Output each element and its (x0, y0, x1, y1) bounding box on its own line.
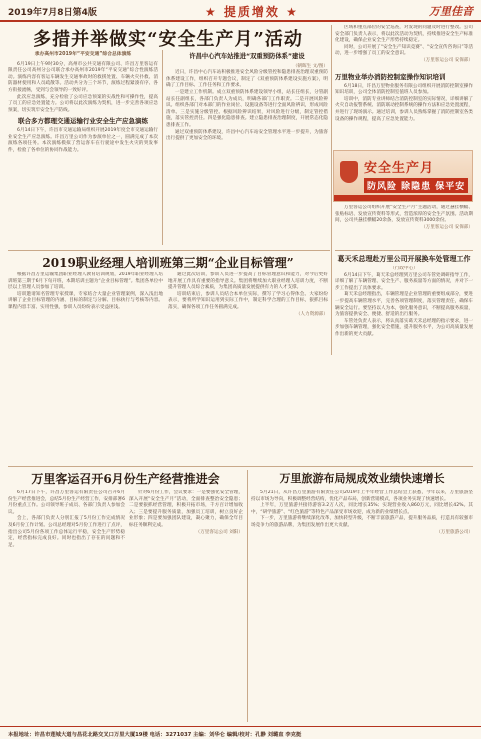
top-article-body-left (8, 50, 158, 250)
section-title: ★ 提质增效 ★ (205, 5, 299, 19)
issue-date: 2019年7月8日第4版 (8, 8, 97, 18)
paragraph: 一是建立工作机制。成立双重预防体系建设领导小组，站长任组长，分管副站长任副组长，各部门负责人为成员，明确各部门工作职责。二是开展风险辨识。组织各部门对本部门的作业岗位、设施设备等进行全面风险辨识，形成风险清单。三是实施分级管控。根据风险辨识结果，对风险进行分级，制定管控措施，落实管控责任。四是强化隐患排查。建立隐患排查治理制度，开展常态化隐患排查工作。 (166, 89, 328, 128)
paragraph: 通过双重预防体系建设，许昌中心汽车站安全管理水平进一步提升，为旅客出行提供了更加安全的环境。 (166, 129, 328, 142)
paragraph: 6月19日上午9时30分，高州市公共交通有限公司、许昌万里客运有限责任公司高州分公司联合承办高州市2019年“平安交通”综合性演练活动。演练内容有客运车辆发生交通事故时的救援处置、车辆火灾扑救、消防器材使用和人员疏散等。活动共分为三个环节，演练过程紧凑有序、各方衔接流畅，受到与会领导的一致好评。 (8, 61, 158, 93)
tourism-byline: （万里旅游公司） (436, 529, 473, 535)
paragraph: 区域和重点部位的安全巡查，对发现的问题及时进行整改。公司安全部门负责人表示，将以此次活动为契机，持续推进安全生产标准化建设，确保企业安全生产形势持续稳定。 (335, 25, 473, 44)
top-article-byline: 承办高州市2019年“平安交通”综合总体演练 (34, 52, 132, 57)
safety-month-poster (333, 150, 473, 202)
paragraph: 培训中，消防专业讲师结合消防控制室的实际情况，详细讲解了火灾自动报警系统、消防联动控制系统的操作方法和应急处置流程，并进行了现场演示。通过培训，参训人员熟练掌握了消防控制室各类设备的操作规程，提高了应急处置能力。 (335, 96, 473, 122)
column-divider (247, 470, 248, 722)
paragraph: 6月14日下午，葛天禾总经理到万里公司车管处调研指导工作，详细了解了车辆管理、安全生产、服务质量等方面的情况，并对下一步工作提出了具体要求。 (335, 272, 473, 291)
tourism-article-body (251, 490, 473, 722)
paragraph: 6月17日下午，许昌万里客运有限责任公司召开6月份生产经营推进会，总结5月份生产经营工作，安排部署6月份重点工作。公司领导班子成员、各部门负责人参加会议。 (8, 490, 125, 515)
page-footer (0, 726, 481, 739)
training-article-body-left (8, 272, 163, 462)
top-article-title-wrap (8, 25, 328, 47)
section-divider (8, 466, 473, 467)
shield-icon (340, 161, 358, 183)
column-divider (331, 25, 332, 355)
training-article-title: 2019职业经理人培训班第三期“企业目标管理” (42, 256, 294, 270)
paragraph: 6月18日，许昌万里物业服务有限公司组织开展消防控制室操作知识培训，公司全体消防控制室值班人员参加。 (335, 83, 473, 96)
paragraph: 同时，公司开展了“安全生产知识竞赛”、“安全宣传咨询日”等活动，进一步增强了员工的安全意识。 (335, 44, 473, 57)
fire-training-title: 万里物业举办消防控制室操作知识培训 (335, 73, 446, 81)
right-low-byline: （万里客运公司 安保部） (421, 224, 473, 230)
paragraph: 6月14日下午，许昌市交通运输局组织开展2019年度全市交通运输行业安全生产应急演练。许昌万里公司作为参演单位之一，圆满完成了本次演练各项任务。本次演练模拟了营运客车在行驶途中发生火灾的突发事件，检验了各单位的协同作战能力。 (8, 127, 158, 153)
meeting-article-body-left (8, 490, 125, 722)
masthead-logo: 万里佳音 (429, 5, 473, 18)
paragraph: 下一步，万里旅游将继续深化改革，加快转型升级，不断丰富旅游产品，提升服务品质，打造具有较强市场竞争力的旅游品牌，为集团发展作出更大贡献。 (251, 516, 473, 528)
section-divider (335, 250, 473, 251)
meeting-article-title: 万里客运召开6月份生产经营推进会 (31, 472, 220, 486)
poster-main-text: 安全生产月 (364, 161, 435, 176)
poster-slogan: 防风险 除隐患 保平安 (364, 178, 468, 193)
tourism-article-title: 万里旅游布局规成效业绩快速增长 (279, 472, 445, 485)
right-top-article (335, 25, 473, 67)
fire-training-article (335, 70, 473, 148)
footer-imprint: 本报地址：许昌市莲城大道与昌花北路交叉口万里大厦19楼 电话：3271037 主编：刘华仑 编辑/校对：孔静 刘璐直 李克挺 (8, 732, 302, 738)
poster-band (334, 195, 473, 201)
safety-article-byline: （朝晖生 文/图） (292, 63, 328, 69)
section-divider (8, 250, 330, 251)
transfer-article-title: 葛天禾总理赴万里公司开展换车处管理工作 (337, 254, 471, 263)
paragraph: 通过此次培训，参训人员进一步提高了目标管理意识和能力，对今后更好地开展工作具有重要的指导意义。集团将继续加大职业经理人培训力度，不断提升管理人员综合素质，为集团高质量发展提供有力的人才支撑。 (168, 272, 328, 291)
page-header (0, 0, 481, 22)
training-byline: （人力资源部） (295, 311, 328, 317)
paragraph: 5月21日，从许昌万里旅游有限责任公司2019年上半年经营工作总结会上获悉，今年以来，万里旅游坚持以市场为导向，积极调整经营结构，优化产品布局，创新营销模式，各项业务实现了快速增长。 (251, 490, 473, 502)
top-article-title: 多措并举做实“安全生产月”活动 (33, 29, 303, 47)
paragraph: 万里客运公司组织开展“安全生产月”主题活动，通过悬挂横幅、张贴标语、发放宣传资料等形式，营造浓厚的安全生产氛围。活动期间，公司共悬挂横幅20余条，发放宣传资料3000余份。 (335, 205, 473, 224)
paragraph: 培训结束后，参训人员结合本单位实际，撰写了学习心得体会。大家纷纷表示，要将所学知识运用到实际工作中，制定科学合理的工作目标，狠抓目标落实，确保各项工作任务圆满完成。 (168, 291, 328, 310)
training-article-body-right (168, 272, 328, 462)
safety-article (166, 50, 328, 250)
meeting-article-body-right (129, 490, 243, 722)
meeting-byline: （万里客运公司 刘阳） (195, 529, 243, 535)
paragraph: 培训邀请知名管理专家授课，专家结合大量企业管理案例，深入浅出地讲解了企业目标管理的内涵、目标的制定与分解、目标执行与考核等内容。课程内容丰富、实用性强，参训人员纷纷表示受益匪浅。 (8, 291, 163, 310)
column-divider (162, 50, 163, 245)
paragraph: 会上，各部门负责人分别汇报了5月份工作完成情况及6月份工作计划。公司总经理对5月份工作进行了点评，指出公司5月份各项工作总体运行平稳，安全生产形势稳定，经营指标完成良好。同时也指出了存在的问题和不足。 (8, 516, 125, 548)
paragraph: 上半年，万里旅游共接待游客3.2万人次，同比增长35%；实现营业收入860万元，同比增长42%。其中，“研学旅游”、“红色旅游”等特色产品深受市场欢迎，成为新的业绩增长点。 (251, 503, 473, 515)
paragraph: 车管处负责人表示，将认真落实葛天禾总经理的指示要求，进一步加强车辆管理，强化安全措施，提升服务水平，为公司高质量发展作出新的更大贡献。 (335, 318, 473, 337)
sub-heading: 联合多方都理交通运输行业安全生产应急演练 (18, 117, 148, 126)
paragraph: 葛天禾总经理指出，车辆管理是企业管理的重要组成部分，要进一步提高车辆管理水平，完善各项管理制度，落实管理责任，确保车辆安全运行。要坚持以人为本，强化服务意识，不断提高服务质量，为旅客提供安全、便捷、舒适的出行服务。 (335, 292, 473, 318)
paragraph: 根据许昌万里运输集团职业经理人教育培训规划，2019年职业经理人培训班第三期于6月下旬开班，本期培训主题为“企业目标管理”。集团各单位中层以上管理人员参加了培训。 (8, 272, 163, 291)
transfer-byline: （行政中心） (390, 266, 418, 271)
right-top-byline: （万里客运公司 安保部） (421, 57, 473, 63)
right-low-article (335, 205, 473, 245)
paragraph: 近日，许昌中心汽车站积极推进安全风险分级管控和隐患排查治理双重预防体系建设工作，组织召开专题会议，制定了《双重预防体系建设实施方案》，明确了工作目标、工作任务和工作要求。 (166, 70, 328, 89)
transfer-article-body (335, 266, 473, 464)
paragraph: 针对6月份工作，会议要求：一是要强化安全管理，深入开展“安全生产月”活动，全面排查整治安全隐患；二是要狠抓经营管理，积极开拓市场，千方百计增加收入；三是要提升服务质量，加强员工培训，树立良好企业形象；四是要加强团队建设，凝心聚力，确保全年目标任务顺利完成。 (129, 490, 243, 528)
paragraph: 此次应急演练，充分检验了公司应急预案的实战性和可操作性，提高了员工的应急处置能力。公司将以此次演练为契机，进一步完善各项应急预案，切实筑牢安全生产防线。 (8, 94, 158, 113)
safety-article-title: 许昌中心汽车站推进“双重预防体系”建设 (189, 53, 305, 60)
